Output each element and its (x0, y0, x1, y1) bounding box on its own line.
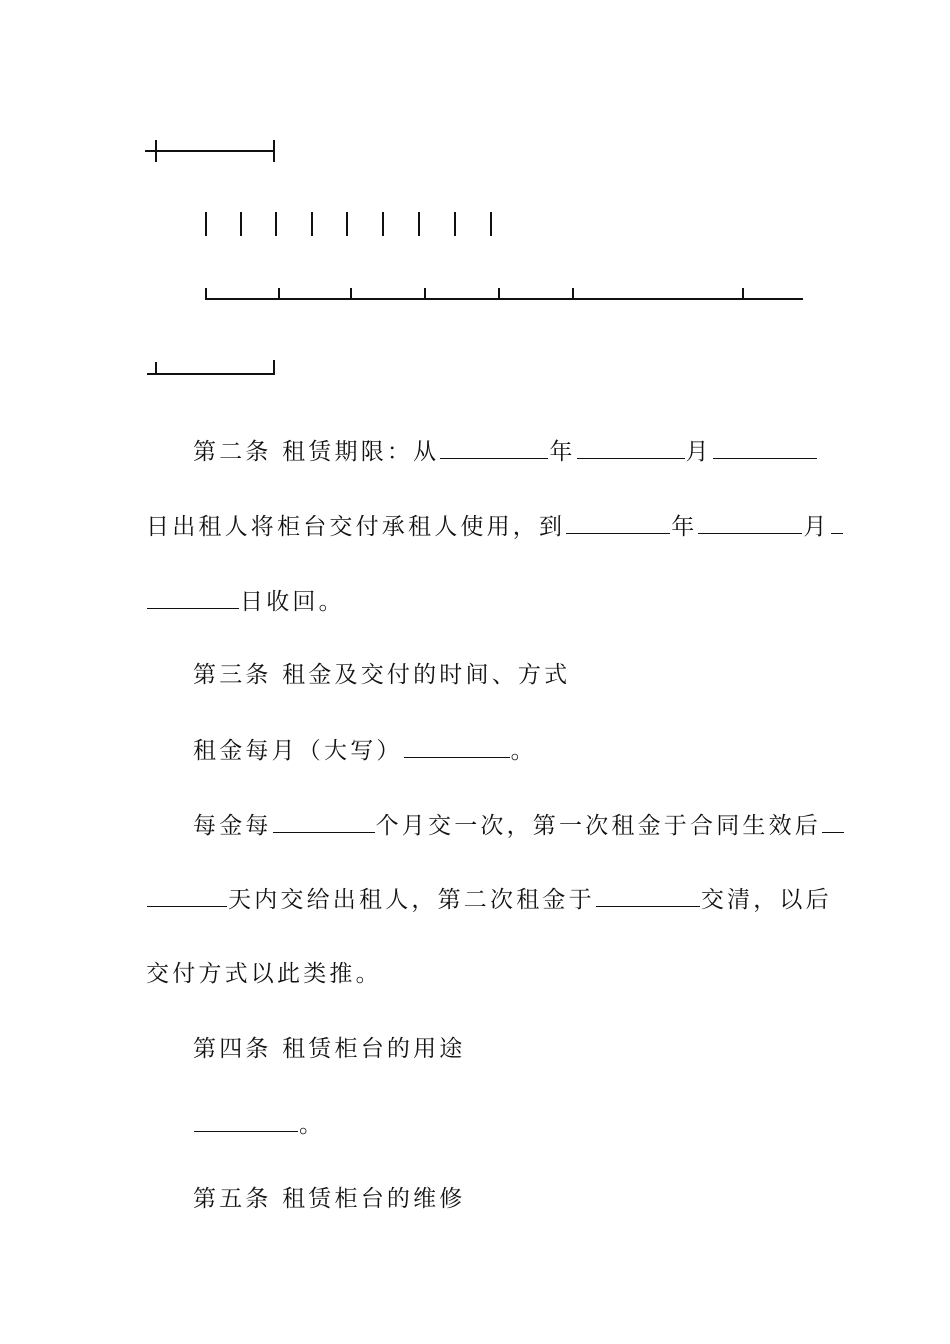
days-blank-end (147, 884, 227, 907)
article2-year-label: 年 (671, 514, 698, 540)
article2-line1 (193, 436, 818, 467)
year-blank (566, 511, 670, 534)
usage-line (193, 1109, 325, 1140)
usage-blank (194, 1109, 298, 1132)
table-cell-dividers (200, 212, 500, 238)
article2-month-label: 月 (685, 439, 712, 465)
rent-amount-blank (404, 735, 510, 758)
payment-text: 个月交一次，第一次租金于合同生效后 (375, 813, 822, 839)
payment-line3: 交付方式以此类推。 (146, 961, 382, 987)
article2-text: 日出租人将柜台交付承租人使用，到 (146, 514, 566, 540)
usage-end: 。 (299, 1112, 326, 1138)
table-border-bottom (200, 285, 805, 303)
month-blank (698, 511, 802, 534)
payment-line1 (193, 810, 845, 841)
second-payment-blank (596, 884, 700, 907)
article2-year-label: 年 (549, 439, 576, 465)
day-blank-end (147, 586, 239, 609)
article2-line3 (146, 586, 345, 617)
day-blank-start (831, 511, 843, 534)
rent-line (193, 735, 537, 766)
table-border-top (145, 140, 280, 164)
article4-heading: 第四条 租赁柜台的用途 (193, 1036, 466, 1062)
payment-text: 天内交给出租人，第二次租金于 (228, 887, 595, 913)
days-blank-start (822, 810, 844, 833)
rent-text: 租金每月（大写） (193, 738, 403, 764)
article3-heading: 第三条 租金及交付的时间、方式 (193, 662, 571, 688)
article2-text: 日收回。 (240, 589, 345, 615)
rent-end: 。 (510, 738, 537, 764)
payment-text: 交清，以后 (700, 887, 832, 913)
article2-line2 (146, 511, 844, 542)
payment-text: 每金每 (193, 813, 272, 839)
payment-line2 (146, 884, 832, 915)
article5-heading: 第五条 租赁柜台的维修 (193, 1186, 466, 1212)
article2-month-label: 月 (803, 514, 830, 540)
month-blank (577, 436, 685, 459)
year-blank (440, 436, 548, 459)
months-blank (273, 810, 375, 833)
day-blank (713, 436, 817, 459)
table-border-corner (145, 358, 280, 378)
article2-text: 第二条 租赁期限：从 (193, 439, 440, 465)
